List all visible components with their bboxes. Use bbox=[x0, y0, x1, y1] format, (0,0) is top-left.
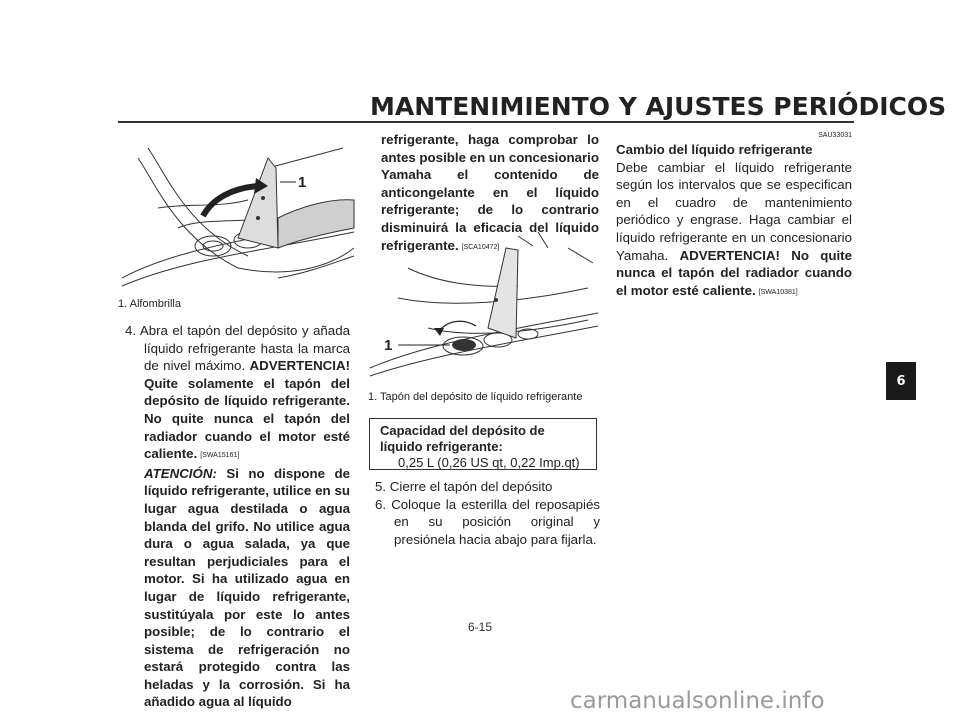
fig1-callout: 1 bbox=[298, 174, 307, 191]
chapter-tab: 6 bbox=[886, 362, 916, 400]
section-body bbox=[616, 159, 852, 302]
step-6 bbox=[368, 496, 600, 549]
step-4 bbox=[118, 322, 350, 465]
fig2-caption: 1. Tapón del depósito de líquido refrigerante bbox=[368, 391, 583, 403]
capacity-label: Capacidad del depósito de líquido refrigerante: bbox=[380, 423, 545, 454]
floor-mat-illustration bbox=[118, 128, 356, 293]
section-warning: ADVERTENCIA! No quite nunca el tapón del radiador cuando el motor esté caliente. bbox=[616, 247, 853, 298]
step-6-text: Coloque la esterilla del reposapiés en su posición original y presiónela hacia abajo para fijarla. bbox=[391, 496, 600, 547]
column-3 bbox=[616, 131, 852, 301]
step-5 bbox=[368, 478, 600, 496]
step-4-text: Abra el tapón del depósito y añada líquido refrigerante hasta la marca de nivel máximo. bbox=[139, 323, 350, 374]
column-1 bbox=[118, 322, 350, 711]
step-5-text: Cierre el tapón del depósito bbox=[389, 479, 553, 494]
header-rule bbox=[118, 121, 854, 123]
step-5-number: 5. bbox=[375, 479, 387, 494]
step-4-warning: ADVERTENCIA! Quite solamente el tapón del depósito de líquido refrigerante. No quite nunca el tapón del radiador cuando el motor esté caliente. bbox=[144, 358, 350, 462]
capacity-value: 0,25 L (0,26 US qt, 0,22 Imp.qt) bbox=[398, 455, 580, 470]
continued-warning-ref: [SCA10472] bbox=[461, 243, 500, 251]
fig1-caption: 1. Alfombrilla bbox=[118, 298, 181, 310]
fig2-callout: 1 bbox=[384, 337, 393, 354]
section-body-text: Debe cambiar el líquido refrigerante según los intervalos que se especifican en el cuadro de mantenimiento periódico y engrase. Haga cambiar el líquido refrigerante en un concesionario Yamaha. bbox=[616, 159, 852, 263]
attention-label: ATENCIÓN: bbox=[144, 465, 217, 481]
coolant-reservoir-illustration bbox=[368, 228, 600, 378]
continued-warning-text: refrigerante, haga comprobar lo antes posible en un concesionario Yamaha el contenido de anticongelante en el líquido refrigerante; de lo contrario disminuirá la eficacia del líquido refrigerante. bbox=[381, 132, 599, 253]
section-warning-ref: [SWA10381] bbox=[758, 288, 798, 296]
attention-text: Si no dispone de líquido refrigerante, utilice en su lugar agua destilada o agua blanda del grifo. No utilice agua dura o agua salada, ya que resultan perjudiciales para el motor. Si ha utilizado agua en lugar de líquido refrigerante, sustitúyala por este lo antes posible; de lo contrario el sistema de refrigeración no estará protegido contra las heladas y la corrosión. Si ha añadido agua al líquido bbox=[144, 465, 350, 710]
section-code: SAU33031 bbox=[818, 132, 852, 139]
page-title: MANTENIMIENTO Y AJUSTES PERIÓDICOS bbox=[370, 92, 947, 121]
column-2-steps bbox=[368, 478, 600, 548]
section-heading: Cambio del líquido refrigerante bbox=[616, 142, 813, 157]
attention-note bbox=[118, 465, 350, 711]
watermark: carmanualsonline.info bbox=[570, 688, 825, 714]
step-6-number: 6. bbox=[375, 496, 387, 512]
capacity-box bbox=[369, 418, 597, 470]
step-4-number: 4. bbox=[125, 323, 137, 338]
page-number: 6-15 bbox=[467, 620, 493, 634]
step-4-warning-ref: [SWA15161] bbox=[200, 452, 240, 460]
